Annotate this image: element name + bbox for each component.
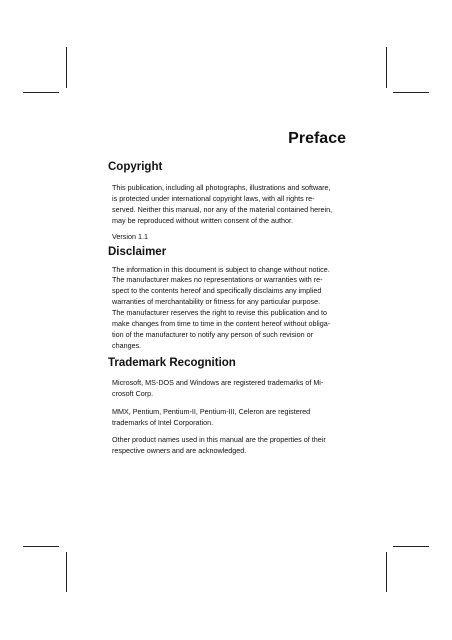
crop-mark-bottom-left-horizontal bbox=[23, 546, 59, 547]
crop-mark-bottom-right-vertical bbox=[386, 552, 387, 592]
trademark-section bbox=[108, 356, 348, 457]
crop-mark-top-right-horizontal bbox=[393, 92, 429, 93]
page-content bbox=[108, 160, 348, 457]
crop-mark-bottom-right-horizontal bbox=[393, 546, 429, 547]
crop-mark-top-left-vertical bbox=[66, 47, 67, 88]
disclaimer-paragraph: The information in this document is subject to change without notice. The manufacturer makes no representations or warranties with re- spect to the contents hereof and specifically disclaims any implied warranties of merchantability or fitness for any particular purpose. The manufacturer reserves the right to revise this publication and to make changes from time to time in the content hereof without obliga- tion of the manufacturer to notify any person of such revision or changes. bbox=[112, 264, 331, 350]
version-text: Version 1.1 bbox=[112, 231, 148, 241]
copyright-paragraph: This publication, including all photographs, illustrations and software, is protected under international copyright laws, with all rights re- served. Neither this manual, nor any of the material contained herein, may be reproduced without written consent of the author. bbox=[112, 183, 333, 225]
trademark-paragraph-other: Other product names used in this manual are the properties of their respective owners and are acknowledged. bbox=[112, 435, 326, 456]
trademark-paragraph-intel: MMX, Pentium, Pentium-II, Pentium-III, Celeron are registered trademarks of Intel Corporation. bbox=[112, 406, 311, 427]
copyright-section bbox=[108, 160, 348, 243]
trademark-paragraph-microsoft: Microsoft, MS-DOS and Windows are registered trademarks of Mi- crosoft Corp. bbox=[112, 377, 324, 398]
disclaimer-heading: Disclaimer bbox=[108, 245, 167, 258]
crop-mark-top-right-vertical bbox=[386, 47, 387, 88]
crop-mark-top-left-horizontal bbox=[23, 92, 59, 93]
trademark-heading: Trademark Recognition bbox=[108, 356, 236, 369]
crop-mark-bottom-left-vertical bbox=[66, 552, 67, 592]
disclaimer-section bbox=[108, 245, 348, 352]
copyright-heading: Copyright bbox=[108, 161, 163, 173]
page-title: Preface bbox=[288, 130, 346, 147]
